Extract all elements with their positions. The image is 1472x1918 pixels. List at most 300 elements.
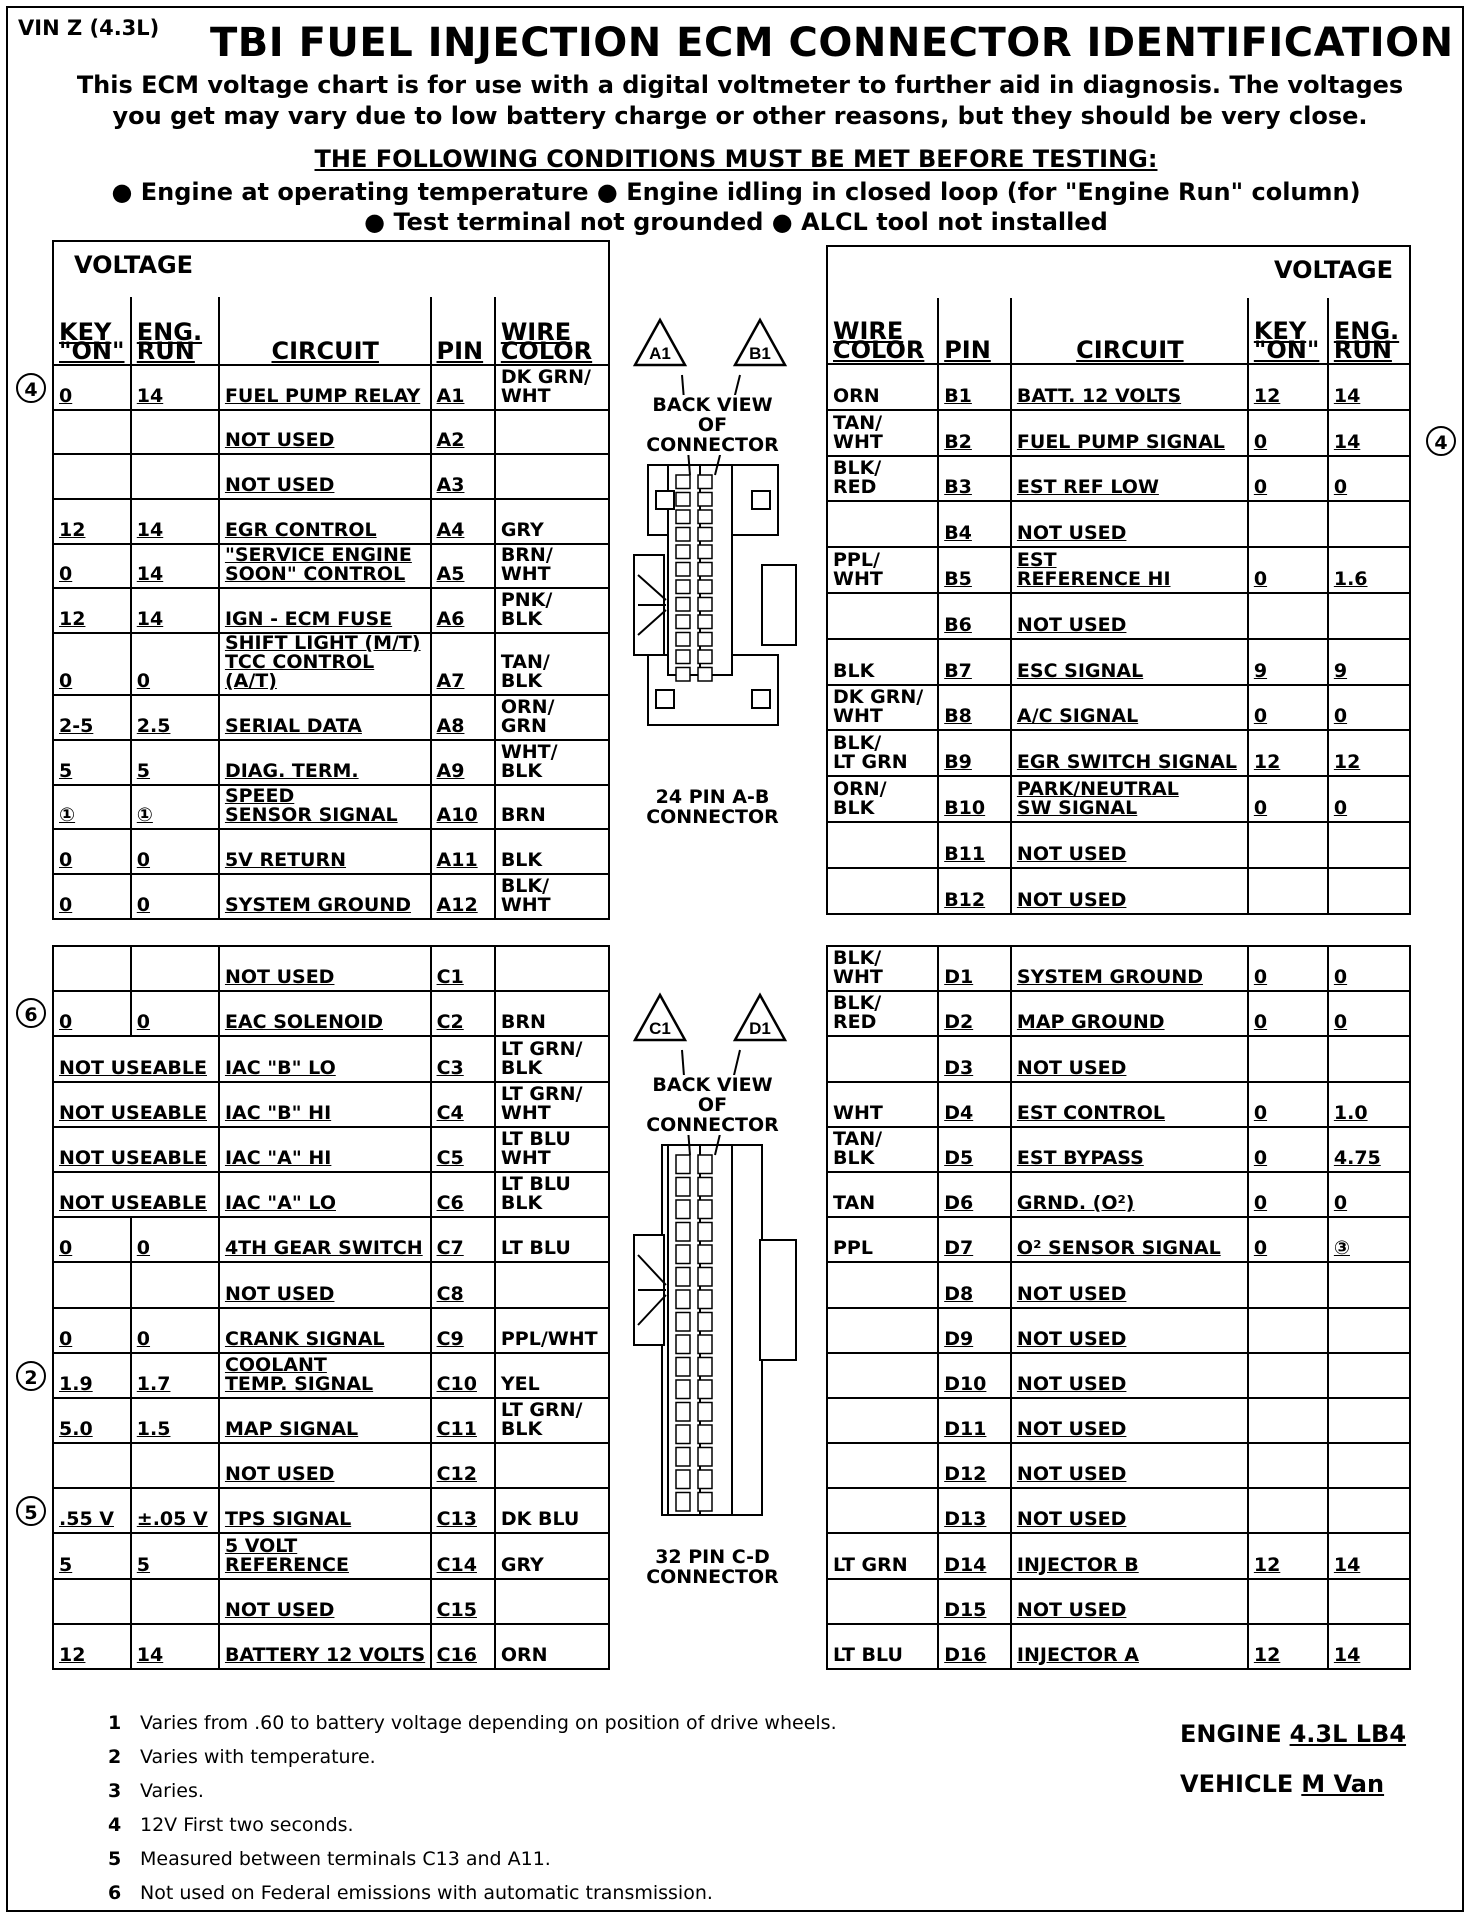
circuit-name: 4TH GEAR SWITCH	[219, 1217, 431, 1262]
circuit-name: COOLANT TEMP. SIGNAL	[219, 1353, 431, 1398]
intro-line-2: you get may vary due to low battery charge or other reasons, but they should be very close.	[112, 102, 1368, 130]
circuit-name: IAC "B" HI	[219, 1082, 431, 1127]
eng-run-value: 0	[1328, 1172, 1410, 1217]
eng-run-value	[131, 946, 219, 991]
eng-run-value: 14	[1328, 364, 1410, 410]
connector-ab-back-view: BACK VIEW OF CONNECTOR	[630, 395, 795, 455]
circuit-name: PARK/NEUTRAL SW SIGNAL	[1011, 776, 1248, 822]
pin-id: D11	[938, 1398, 1011, 1443]
key-on-value: ①	[53, 785, 131, 830]
pin-id: C16	[431, 1624, 495, 1669]
table-row	[827, 1262, 1410, 1307]
eng-run-value: ±.05 V	[131, 1488, 219, 1533]
circuit-name: SPEED SENSOR SIGNAL	[219, 785, 431, 830]
pin-id: B1	[938, 364, 1011, 410]
pin-id: C15	[431, 1579, 495, 1624]
wire-color: TAN/ BLK	[827, 1127, 938, 1172]
table-row	[827, 1533, 1410, 1578]
pin-id: C14	[431, 1533, 495, 1578]
key-on-value: 0	[1248, 547, 1328, 593]
wire-color-header: WIRE COLOR	[495, 297, 609, 365]
circuit-name: 5V RETURN	[219, 829, 431, 874]
wire-color: YEL	[495, 1353, 609, 1398]
key-on-value: 0	[53, 1217, 131, 1262]
pin-id: D7	[938, 1217, 1011, 1262]
connector-cd-diagram	[620, 990, 820, 1540]
table-row	[53, 544, 609, 589]
circuit-name: NOT USED	[219, 946, 431, 991]
pin-id: B8	[938, 685, 1011, 731]
pin-id: B12	[938, 868, 1011, 914]
pin-id: D6	[938, 1172, 1011, 1217]
footnote-number: 5	[108, 1848, 122, 1870]
eng-run-value: ①	[131, 785, 219, 830]
eng-run-value: 0	[1328, 776, 1410, 822]
pin-id: D13	[938, 1488, 1011, 1533]
circuit-name: IAC "A" HI	[219, 1127, 431, 1172]
circuit-name: EAC SOLENOID	[219, 991, 431, 1036]
wire-color	[827, 501, 938, 547]
circuit-name: NOT USED	[1011, 1488, 1248, 1533]
table-row	[53, 1624, 609, 1669]
eng-run-value: 14	[1328, 1624, 1410, 1669]
circuit-name: NOT USED	[1011, 593, 1248, 639]
table-row	[827, 1353, 1410, 1398]
circuit-name: IAC "A" LO	[219, 1172, 431, 1217]
footnote	[108, 1746, 376, 1768]
key-on-value: 0	[53, 1308, 131, 1353]
table-row	[827, 1624, 1410, 1669]
table-b	[826, 245, 1411, 915]
circuit-name: EST REF LOW	[1011, 456, 1248, 502]
circuit-name: NOT USED	[1011, 1353, 1248, 1398]
table-row	[53, 874, 609, 919]
wire-color: LT GRN/ BLK	[495, 1036, 609, 1081]
connector-ab-label: 24 PIN A-B CONNECTOR	[646, 786, 779, 828]
key-on-value	[53, 454, 131, 499]
wire-color: PNK/ BLK	[495, 588, 609, 633]
key-on-value	[1248, 1488, 1328, 1533]
key-on-value: NOT USEABLE	[53, 1127, 219, 1172]
pin-id: A10	[431, 785, 495, 830]
pin-id: D4	[938, 1082, 1011, 1127]
circuit-name: O² SENSOR SIGNAL	[1011, 1217, 1248, 1262]
wire-color: LT GRN/ WHT	[495, 1082, 609, 1127]
circuit-name: CRANK SIGNAL	[219, 1308, 431, 1353]
table-row	[53, 1443, 609, 1488]
table-row	[53, 1353, 609, 1398]
key-on-value: 0	[1248, 1127, 1328, 1172]
table-d	[826, 945, 1411, 1670]
key-on-value	[1248, 1579, 1328, 1624]
eng-run-value: 0	[1328, 456, 1410, 502]
eng-run-value: 0	[1328, 946, 1410, 991]
eng-run-header-right: ENG. RUN	[1328, 298, 1410, 364]
circuit-name: NOT USED	[1011, 1579, 1248, 1624]
footnote-text: Varies with temperature.	[140, 1746, 376, 1768]
circuit-name: NOT USED	[1011, 1308, 1248, 1353]
wire-color: LT BLU BLK	[495, 1172, 609, 1217]
wire-color: ORN	[827, 364, 938, 410]
circuit-name: MAP SIGNAL	[219, 1398, 431, 1443]
footnote-number: 6	[108, 1882, 122, 1904]
page-title: TBI FUEL INJECTION ECM CONNECTOR IDENTIFICATION	[210, 20, 1454, 66]
vehicle-value: M Van	[1301, 1770, 1385, 1798]
key-on-value: 12	[53, 1624, 131, 1669]
wire-color: GRY	[495, 499, 609, 544]
connector-cd-label: 32 PIN C-D CONNECTOR	[646, 1546, 779, 1588]
key-on-value: 0	[1248, 991, 1328, 1036]
table-row	[827, 547, 1410, 593]
circuit-header-right: CIRCUIT	[1011, 298, 1248, 364]
eng-run-value: 0	[131, 991, 219, 1036]
pin-id: A7	[431, 633, 495, 695]
footnote	[108, 1712, 837, 1734]
eng-run-value: 5	[131, 1533, 219, 1578]
table-row	[53, 1488, 609, 1533]
table-row	[53, 946, 609, 991]
wire-color: LT BLU WHT	[495, 1127, 609, 1172]
table-c	[52, 945, 610, 1670]
pin-id: C1	[431, 946, 495, 991]
key-on-value: 0	[53, 829, 131, 874]
pin-id: C11	[431, 1398, 495, 1443]
intro-text	[60, 70, 1420, 132]
table-row	[827, 776, 1410, 822]
key-on-value	[1248, 1308, 1328, 1353]
key-on-value: 0	[1248, 1217, 1328, 1262]
footnote-text: Measured between terminals C13 and A11.	[140, 1848, 551, 1870]
intro-line-1: This ECM voltage chart is for use with a digital voltmeter to further aid in diagnosis. The voltages	[76, 71, 1404, 99]
pin-id: C6	[431, 1172, 495, 1217]
key-on-value: 0	[1248, 946, 1328, 991]
pin-id: C3	[431, 1036, 495, 1081]
pin-id: C4	[431, 1082, 495, 1127]
key-on-value: 0	[1248, 456, 1328, 502]
circuit-name: NOT USED	[219, 1579, 431, 1624]
wire-color-header-right: WIRE COLOR	[827, 298, 938, 364]
table-row	[827, 1082, 1410, 1127]
wire-color	[495, 946, 609, 991]
key-on-value	[53, 410, 131, 455]
wire-color: TAN/ BLK	[495, 633, 609, 695]
eng-run-value: 0	[1328, 991, 1410, 1036]
pin-id: A3	[431, 454, 495, 499]
key-on-value: 5	[53, 1533, 131, 1578]
key-on-value: 12	[53, 499, 131, 544]
conditions-line-2: ● Test terminal not grounded ● ALCL tool not installed	[364, 208, 1108, 236]
pin-id: C10	[431, 1353, 495, 1398]
vin-label: VIN Z (4.3L)	[18, 16, 160, 40]
wire-color	[827, 1353, 938, 1398]
table-row	[53, 454, 609, 499]
table-row	[53, 1172, 609, 1217]
key-on-value	[53, 946, 131, 991]
pin-id: A6	[431, 588, 495, 633]
pin-id: D15	[938, 1579, 1011, 1624]
eng-run-value: 14	[131, 544, 219, 589]
wire-color: BLK/ WHT	[827, 946, 938, 991]
pin-id: B10	[938, 776, 1011, 822]
wire-color: LT GRN	[827, 1533, 938, 1578]
key-on-value: NOT USEABLE	[53, 1036, 219, 1081]
circuit-name: IGN - ECM FUSE	[219, 588, 431, 633]
circuit-name: INJECTOR A	[1011, 1624, 1248, 1669]
wire-color	[495, 410, 609, 455]
wire-color	[827, 822, 938, 868]
wire-color	[827, 1036, 938, 1081]
table-row	[827, 1488, 1410, 1533]
key-on-value	[1248, 868, 1328, 914]
key-on-value: 12	[1248, 730, 1328, 776]
key-on-value	[1248, 501, 1328, 547]
pin-id: D9	[938, 1308, 1011, 1353]
circuit-name: EGR CONTROL	[219, 499, 431, 544]
eng-run-value: 5	[131, 740, 219, 785]
key-on-value: 12	[1248, 364, 1328, 410]
wire-color: LT BLU	[495, 1217, 609, 1262]
pin-id: B2	[938, 410, 1011, 456]
key-on-value: 0	[53, 633, 131, 695]
table-row	[827, 1217, 1410, 1262]
pin-id: D2	[938, 991, 1011, 1036]
eng-run-value	[1328, 501, 1410, 547]
circuit-name: TPS SIGNAL	[219, 1488, 431, 1533]
table-row	[827, 730, 1410, 776]
circuit-name: FUEL PUMP RELAY	[219, 365, 431, 410]
note-marker-c10: 2	[16, 1361, 46, 1391]
eng-run-value: 0	[1328, 685, 1410, 731]
circuit-name: BATTERY 12 VOLTS	[219, 1624, 431, 1669]
eng-run-value: 14	[1328, 1533, 1410, 1578]
table-row	[827, 639, 1410, 685]
footnote-text: Not used on Federal emissions with automatic transmission.	[140, 1882, 713, 1904]
footnote-text: Varies.	[140, 1780, 204, 1802]
wire-color	[827, 1262, 938, 1307]
key-on-value	[1248, 1262, 1328, 1307]
wire-color: ORN/ GRN	[495, 695, 609, 740]
pin-id: A4	[431, 499, 495, 544]
table-row	[53, 1262, 609, 1307]
eng-run-value	[1328, 1036, 1410, 1081]
eng-run-value: 1.6	[1328, 547, 1410, 593]
wire-color: ORN	[495, 1624, 609, 1669]
circuit-name: NOT USED	[219, 1262, 431, 1307]
table-row	[53, 1533, 609, 1578]
eng-run-value: 14	[131, 1624, 219, 1669]
eng-run-value	[131, 454, 219, 499]
pin-id: D16	[938, 1624, 1011, 1669]
pin-id: D3	[938, 1036, 1011, 1081]
key-on-value: 1.9	[53, 1353, 131, 1398]
eng-run-value: 9	[1328, 639, 1410, 685]
table-row	[827, 822, 1410, 868]
key-on-value: NOT USEABLE	[53, 1082, 219, 1127]
wire-color: GRY	[495, 1533, 609, 1578]
table-row	[827, 456, 1410, 502]
circuit-name: BATT. 12 VOLTS	[1011, 364, 1248, 410]
pin-id: C7	[431, 1217, 495, 1262]
pin-id: C9	[431, 1308, 495, 1353]
table-row	[53, 740, 609, 785]
table-row	[53, 633, 609, 695]
circuit-name: SHIFT LIGHT (M/T) TCC CONTROL (A/T)	[219, 633, 431, 695]
key-on-value: 0	[1248, 1172, 1328, 1217]
pin-id: C13	[431, 1488, 495, 1533]
footnote	[108, 1882, 713, 1904]
pin-id: B9	[938, 730, 1011, 776]
circuit-name: NOT USED	[1011, 1443, 1248, 1488]
table-row	[53, 829, 609, 874]
table-row	[53, 365, 609, 410]
connector-cd-body	[634, 1145, 796, 1515]
table-row	[53, 588, 609, 633]
table-row	[53, 1217, 609, 1262]
pin-id: C5	[431, 1127, 495, 1172]
circuit-name: SYSTEM GROUND	[1011, 946, 1248, 991]
circuit-name: FUEL PUMP SIGNAL	[1011, 410, 1248, 456]
circuit-name: ESC SIGNAL	[1011, 639, 1248, 685]
table-row	[827, 501, 1410, 547]
circuit-name: IAC "B" LO	[219, 1036, 431, 1081]
pin-header: PIN	[431, 297, 495, 365]
eng-run-value: 0	[131, 633, 219, 695]
wire-color: WHT/ BLK	[495, 740, 609, 785]
wire-color: BLK/ LT GRN	[827, 730, 938, 776]
pin-id: A9	[431, 740, 495, 785]
table-row	[53, 785, 609, 830]
table-row	[53, 1127, 609, 1172]
eng-run-value	[1328, 1308, 1410, 1353]
vehicle-label: VEHICLE	[1180, 1770, 1294, 1798]
key-on-value	[1248, 1036, 1328, 1081]
key-on-header: KEY "ON"	[53, 297, 131, 365]
key-on-value: 5	[53, 740, 131, 785]
key-on-header-right: KEY "ON"	[1248, 298, 1328, 364]
connector-ab-diagram	[620, 315, 820, 755]
table-row	[53, 410, 609, 455]
circuit-name: NOT USED	[1011, 501, 1248, 547]
wire-color: DK GRN/ WHT	[495, 365, 609, 410]
key-on-value	[1248, 1353, 1328, 1398]
eng-run-value: 1.5	[131, 1398, 219, 1443]
table-row	[827, 946, 1410, 991]
pin-id: D10	[938, 1353, 1011, 1398]
table-row	[53, 1036, 609, 1081]
eng-run-header: ENG. RUN	[131, 297, 219, 365]
pin-id: B4	[938, 501, 1011, 547]
eng-run-value	[1328, 868, 1410, 914]
wire-color	[495, 1443, 609, 1488]
table-row	[53, 1579, 609, 1624]
circuit-name: NOT USED	[1011, 822, 1248, 868]
pin-c1-label: C1	[649, 1019, 671, 1038]
table-row	[827, 868, 1410, 914]
pin-id: D1	[938, 946, 1011, 991]
table-row	[827, 1443, 1410, 1488]
circuit-name: NOT USED	[1011, 1398, 1248, 1443]
pin-id: A2	[431, 410, 495, 455]
key-on-value: 12	[1248, 1533, 1328, 1578]
eng-run-value: 14	[1328, 410, 1410, 456]
pin-id: A12	[431, 874, 495, 919]
key-on-value: .55 V	[53, 1488, 131, 1533]
key-on-value: 0	[1248, 1082, 1328, 1127]
key-on-value: 0	[1248, 685, 1328, 731]
eng-run-value: 0	[131, 1217, 219, 1262]
pin-b1-label: B1	[749, 344, 771, 363]
wire-color	[495, 1262, 609, 1307]
wire-color	[495, 454, 609, 499]
circuit-name: INJECTOR B	[1011, 1533, 1248, 1578]
key-on-value: 0	[53, 991, 131, 1036]
pin-id: D8	[938, 1262, 1011, 1307]
table-row	[827, 685, 1410, 731]
eng-run-value: ③	[1328, 1217, 1410, 1262]
eng-run-value: 14	[131, 588, 219, 633]
pin-id: B11	[938, 822, 1011, 868]
wire-color	[827, 1398, 938, 1443]
eng-run-value	[1328, 1579, 1410, 1624]
table-row	[827, 1398, 1410, 1443]
eng-run-value: 1.7	[131, 1353, 219, 1398]
pin-id: B6	[938, 593, 1011, 639]
circuit-header: CIRCUIT	[219, 297, 431, 365]
circuit-name: SERIAL DATA	[219, 695, 431, 740]
table-row	[53, 695, 609, 740]
footnote-text: 12V First two seconds.	[140, 1814, 354, 1836]
footnote	[108, 1814, 354, 1836]
circuit-name: SYSTEM GROUND	[219, 874, 431, 919]
table-row	[827, 593, 1410, 639]
key-on-value: 0	[53, 365, 131, 410]
voltage-label-right: VOLTAGE	[827, 246, 1410, 298]
pin-id: A1	[431, 365, 495, 410]
pin-id: C12	[431, 1443, 495, 1488]
wire-color: ORN/ BLK	[827, 776, 938, 822]
table-row	[827, 1127, 1410, 1172]
footnote-number: 4	[108, 1814, 122, 1836]
table-row	[827, 991, 1410, 1036]
wire-color	[827, 1579, 938, 1624]
engine-label: ENGINE	[1180, 1720, 1282, 1748]
table-row	[827, 1172, 1410, 1217]
pin-a1-label: A1	[649, 344, 671, 363]
eng-run-value: 14	[131, 365, 219, 410]
eng-run-value	[131, 1579, 219, 1624]
eng-run-value	[1328, 1353, 1410, 1398]
circuit-name: NOT USED	[1011, 868, 1248, 914]
eng-run-value	[131, 1443, 219, 1488]
key-on-value	[1248, 1398, 1328, 1443]
key-on-value: 9	[1248, 639, 1328, 685]
footnote	[108, 1780, 204, 1802]
footnote-text: Varies from .60 to battery voltage depending on position of drive wheels.	[140, 1712, 837, 1734]
circuit-name: 5 VOLT REFERENCE	[219, 1533, 431, 1578]
circuit-name: GRND. (O²)	[1011, 1172, 1248, 1217]
pin-id: B3	[938, 456, 1011, 502]
circuit-name: NOT USED	[1011, 1036, 1248, 1081]
pin-id: A11	[431, 829, 495, 874]
conditions-heading: THE FOLLOWING CONDITIONS MUST BE MET BEFORE TESTING:	[314, 145, 1158, 173]
eng-run-value	[1328, 1488, 1410, 1533]
table-row	[827, 364, 1410, 410]
footnote-number: 3	[108, 1780, 122, 1802]
table-a	[52, 240, 610, 920]
wire-color: WHT	[827, 1082, 938, 1127]
key-on-value: NOT USEABLE	[53, 1172, 219, 1217]
circuit-name: NOT USED	[219, 454, 431, 499]
